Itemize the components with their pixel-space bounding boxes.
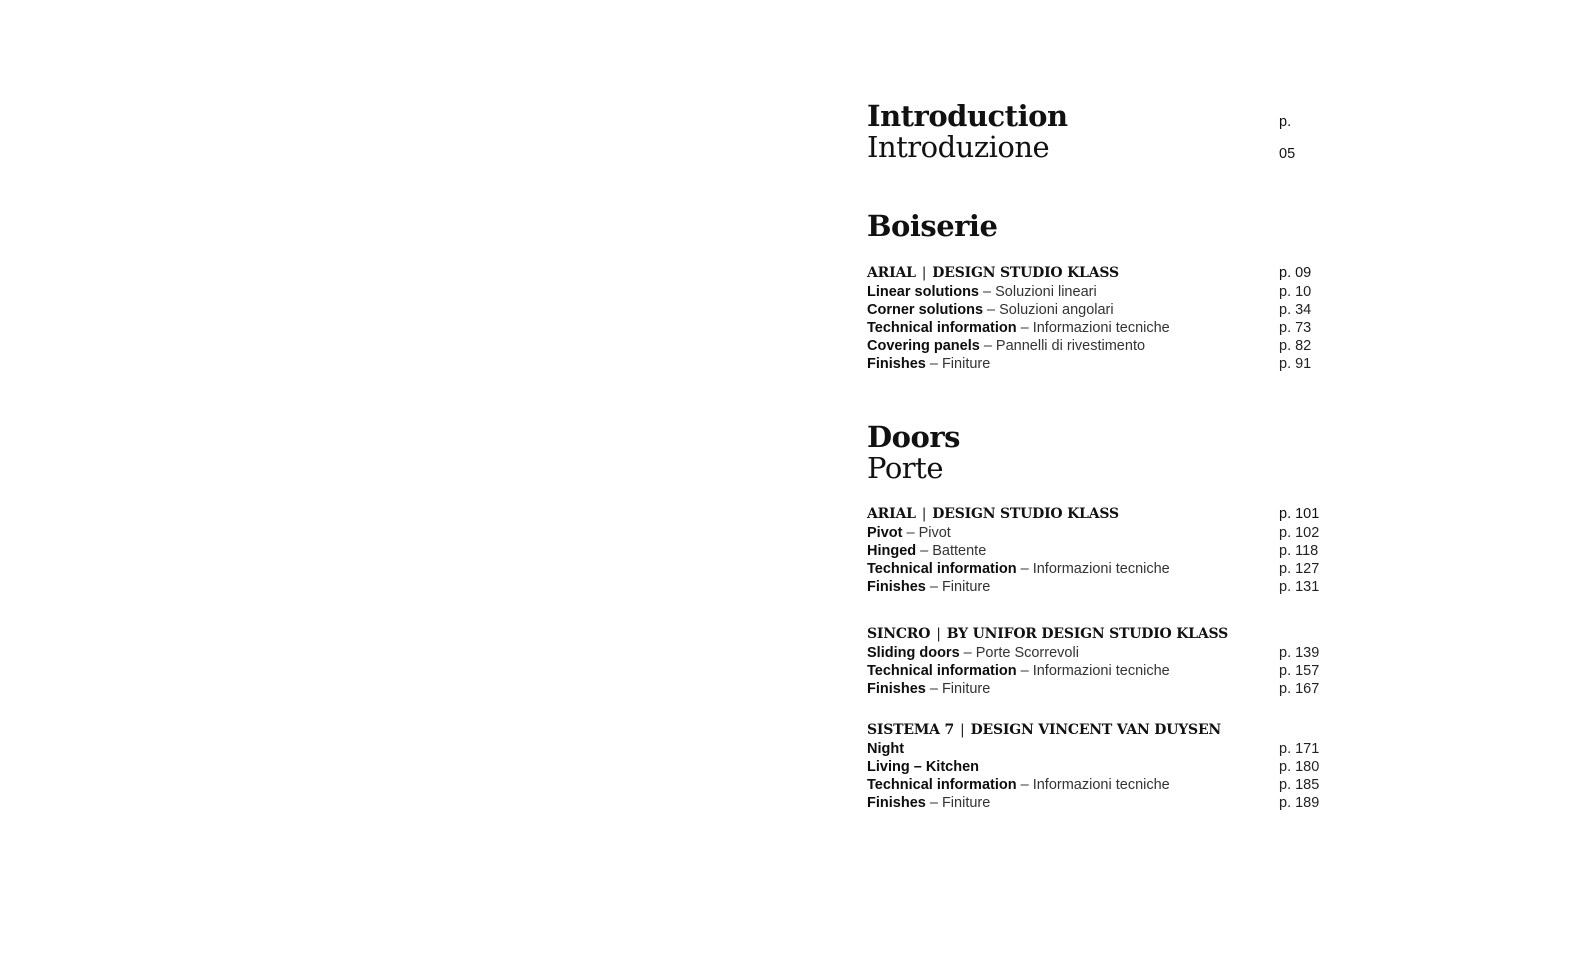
toc-row-page: p. 82 xyxy=(1279,338,1312,354)
toc-row[interactable] xyxy=(867,758,1320,776)
toc-row-subtitle: – Soluzioni angolari xyxy=(983,302,1114,318)
toc-row[interactable] xyxy=(867,662,1320,680)
toc-row-title: Finishes xyxy=(867,579,926,595)
group-separator: | xyxy=(921,506,927,522)
toc-row[interactable] xyxy=(867,524,1320,542)
toc-row-page: p. 185 xyxy=(1279,777,1320,793)
group-name: SISTEMA 7 xyxy=(867,722,955,738)
toc-row-title: Technical information xyxy=(867,777,1017,793)
toc-row-page: p. 34 xyxy=(1279,302,1312,318)
toc-row-page: p. 91 xyxy=(1279,356,1312,372)
boiserie-arial-group xyxy=(867,263,1312,373)
toc-row-page: p. 10 xyxy=(1279,284,1312,300)
group-page: p. 101 xyxy=(1279,506,1320,522)
group-header[interactable] xyxy=(867,263,1312,283)
toc-row-title: Hinged xyxy=(867,543,917,559)
toc-row-title: Finishes xyxy=(867,356,926,372)
toc-row-subtitle: – Finiture xyxy=(925,356,991,372)
toc-row[interactable] xyxy=(867,680,1320,698)
toc-row[interactable] xyxy=(867,283,1312,301)
group-header[interactable] xyxy=(867,624,1228,644)
group-header[interactable] xyxy=(867,720,1221,740)
toc-row-title: Covering panels xyxy=(867,338,980,354)
toc-row[interactable] xyxy=(867,355,1312,373)
group-name: ARIAL xyxy=(867,506,916,522)
group-designer: DESIGN VINCENT VAN DUYSEN xyxy=(970,722,1222,738)
toc-row[interactable] xyxy=(867,560,1320,578)
toc-row-page: p. 102 xyxy=(1279,525,1320,541)
toc-row-subtitle: – Finiture xyxy=(925,795,991,811)
toc-row-title: Living – Kitchen xyxy=(867,759,979,775)
group-designer: DESIGN STUDIO KLASS xyxy=(932,265,1119,281)
toc-row-subtitle: – Finiture xyxy=(925,579,991,595)
toc-row-subtitle: – Battente xyxy=(916,543,987,559)
toc-row-subtitle: – Informazioni tecniche xyxy=(1016,777,1170,793)
toc-row-page: p. 131 xyxy=(1279,579,1320,595)
introduction-page: p. 05 xyxy=(1279,114,1296,162)
toc-row[interactable] xyxy=(867,319,1312,337)
toc-row-page: p. 157 xyxy=(1279,663,1320,679)
toc-row-title: Linear solutions xyxy=(867,284,979,300)
toc-row-title: Technical information xyxy=(867,561,1017,577)
introduction-subtitle: Introduzione xyxy=(867,130,1050,164)
group-separator: | xyxy=(960,722,965,738)
toc-row-title: Finishes xyxy=(867,681,926,697)
group-designer: DESIGN STUDIO KLASS xyxy=(932,506,1119,522)
toc-row-page: p. 180 xyxy=(1279,759,1320,775)
doors-sincro-group xyxy=(867,624,1320,698)
toc-row-page: p. 167 xyxy=(1279,681,1320,697)
toc-row-page: p. 118 xyxy=(1279,543,1319,559)
boiserie-section xyxy=(867,210,997,242)
group-page: p. 09 xyxy=(1279,265,1312,281)
group-separator: | xyxy=(936,626,941,642)
introduction-section xyxy=(867,99,1296,164)
toc-row-subtitle: – Pannelli di rivestimento xyxy=(979,338,1146,354)
toc-row-page: p. 171 xyxy=(1279,741,1320,757)
toc-row-title: Pivot xyxy=(867,525,903,541)
toc-row-subtitle: – Pivot xyxy=(902,525,951,541)
group-header[interactable] xyxy=(867,504,1320,524)
toc-row[interactable] xyxy=(867,542,1319,560)
doors-subtitle: Porte xyxy=(867,451,943,485)
toc-row-page: p. 73 xyxy=(1279,320,1312,336)
group-designer: BY UNIFOR DESIGN STUDIO KLASS xyxy=(946,626,1228,642)
toc-row-subtitle: – Informazioni tecniche xyxy=(1016,320,1170,336)
group-name: SINCRO xyxy=(867,626,931,642)
toc-row[interactable] xyxy=(867,578,1320,596)
toc-row-page: p. 189 xyxy=(1279,795,1320,811)
doors-section xyxy=(867,421,960,483)
toc-row-title: Corner solutions xyxy=(867,302,984,318)
group-separator: | xyxy=(921,265,927,281)
toc-row[interactable] xyxy=(867,301,1312,319)
toc-row-title: Finishes xyxy=(867,795,926,811)
toc-row-subtitle: – Informazioni tecniche xyxy=(1016,561,1170,577)
toc-row-title: Night xyxy=(867,741,905,757)
toc-row[interactable] xyxy=(867,794,1320,812)
toc-row-title: Sliding doors xyxy=(867,645,960,661)
toc-row-subtitle: – Porte Scorrevoli xyxy=(959,645,1079,661)
group-name: ARIAL xyxy=(867,265,916,281)
toc-row-subtitle: – Finiture xyxy=(925,681,991,697)
doors-arial-group xyxy=(867,504,1320,596)
boiserie-title: Boiserie xyxy=(867,209,998,243)
toc-row[interactable] xyxy=(867,740,1320,758)
doors-sistema7-group xyxy=(867,720,1320,812)
toc-row[interactable] xyxy=(867,337,1312,355)
toc-row-page: p. 139 xyxy=(1279,645,1320,661)
toc-row-title: Technical information xyxy=(867,320,1017,336)
toc-row[interactable] xyxy=(867,644,1320,662)
toc-row-page: p. 127 xyxy=(1279,561,1320,577)
toc-row-title: Technical information xyxy=(867,663,1017,679)
toc-row-subtitle: – Informazioni tecniche xyxy=(1016,663,1170,679)
introduction-title: Introduction xyxy=(867,99,1068,133)
toc-row-subtitle: – Soluzioni lineari xyxy=(979,284,1097,300)
doors-title: Doors xyxy=(867,420,960,454)
toc-row[interactable] xyxy=(867,776,1320,794)
